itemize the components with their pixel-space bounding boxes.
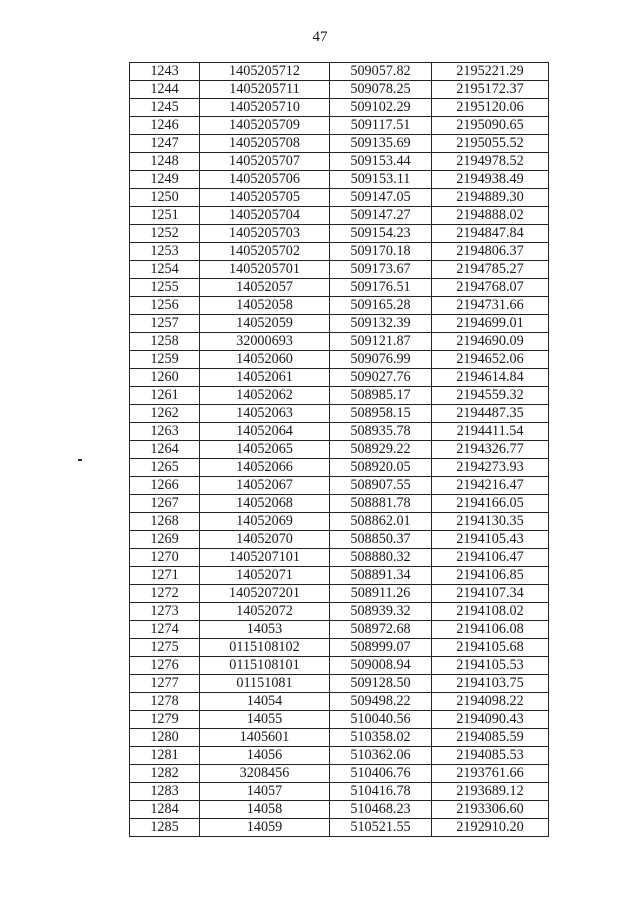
x-coordinate-cell: 510358.02 xyxy=(330,729,432,747)
table-row xyxy=(130,351,549,369)
point-code-cell: 14052059 xyxy=(200,315,330,333)
x-coordinate-cell: 508850.37 xyxy=(330,531,432,549)
point-code-cell: 14052066 xyxy=(200,459,330,477)
table-row xyxy=(130,639,549,657)
table-body xyxy=(130,63,549,837)
y-coordinate-cell: 2194166.05 xyxy=(432,495,549,513)
point-number-cell: 1277 xyxy=(130,675,200,693)
table-row xyxy=(130,459,549,477)
x-coordinate-cell: 509121.87 xyxy=(330,333,432,351)
point-number-cell: 1284 xyxy=(130,801,200,819)
x-coordinate-cell: 508911.26 xyxy=(330,585,432,603)
point-code-cell: 0115108101 xyxy=(200,657,330,675)
y-coordinate-cell: 2194806.37 xyxy=(432,243,549,261)
point-code-cell: 01151081 xyxy=(200,675,330,693)
table-row xyxy=(130,117,549,135)
point-code-cell: 14052058 xyxy=(200,297,330,315)
point-number-cell: 1280 xyxy=(130,729,200,747)
point-number-cell: 1273 xyxy=(130,603,200,621)
point-number-cell: 1262 xyxy=(130,405,200,423)
point-number-cell: 1259 xyxy=(130,351,200,369)
table-row xyxy=(130,747,549,765)
table-row xyxy=(130,765,549,783)
y-coordinate-cell: 2194098.22 xyxy=(432,693,549,711)
x-coordinate-cell: 508907.55 xyxy=(330,477,432,495)
point-code-cell: 1405205709 xyxy=(200,117,330,135)
point-number-cell: 1246 xyxy=(130,117,200,135)
y-coordinate-cell: 2195221.29 xyxy=(432,63,549,81)
y-coordinate-cell: 2194785.27 xyxy=(432,261,549,279)
page-number: 47 xyxy=(312,29,328,45)
table-row xyxy=(130,531,549,549)
x-coordinate-cell: 510406.76 xyxy=(330,765,432,783)
point-number-cell: 1255 xyxy=(130,279,200,297)
table-row xyxy=(130,441,549,459)
point-code-cell: 1405205703 xyxy=(200,225,330,243)
table-row xyxy=(130,333,549,351)
y-coordinate-cell: 2194938.49 xyxy=(432,171,549,189)
y-coordinate-cell: 2194731.66 xyxy=(432,297,549,315)
point-code-cell: 14052068 xyxy=(200,495,330,513)
x-coordinate-cell: 509078.25 xyxy=(330,81,432,99)
y-coordinate-cell: 2195090.65 xyxy=(432,117,549,135)
point-code-cell: 1405205706 xyxy=(200,171,330,189)
point-code-cell: 14052069 xyxy=(200,513,330,531)
point-code-cell: 14059 xyxy=(200,819,330,837)
point-number-cell: 1258 xyxy=(130,333,200,351)
table-row xyxy=(130,585,549,603)
point-code-cell: 1405205711 xyxy=(200,81,330,99)
point-code-cell: 1405207201 xyxy=(200,585,330,603)
table-row xyxy=(130,81,549,99)
point-code-cell: 14052060 xyxy=(200,351,330,369)
point-number-cell: 1260 xyxy=(130,369,200,387)
y-coordinate-cell: 2194106.85 xyxy=(432,567,549,585)
y-coordinate-cell: 2193306.60 xyxy=(432,801,549,819)
x-coordinate-cell: 509147.27 xyxy=(330,207,432,225)
x-coordinate-cell: 510468.23 xyxy=(330,801,432,819)
point-number-cell: 1270 xyxy=(130,549,200,567)
y-coordinate-cell: 2192910.20 xyxy=(432,819,549,837)
y-coordinate-cell: 2194103.75 xyxy=(432,675,549,693)
point-number-cell: 1271 xyxy=(130,567,200,585)
point-code-cell: 14052061 xyxy=(200,369,330,387)
y-coordinate-cell: 2195055.52 xyxy=(432,135,549,153)
table-row xyxy=(130,729,549,747)
y-coordinate-cell: 2195120.06 xyxy=(432,99,549,117)
table-row xyxy=(130,477,549,495)
point-number-cell: 1278 xyxy=(130,693,200,711)
x-coordinate-cell: 508920.05 xyxy=(330,459,432,477)
y-coordinate-cell: 2194652.06 xyxy=(432,351,549,369)
point-number-cell: 1274 xyxy=(130,621,200,639)
point-number-cell: 1253 xyxy=(130,243,200,261)
table-row xyxy=(130,801,549,819)
x-coordinate-cell: 509117.51 xyxy=(330,117,432,135)
table-row xyxy=(130,63,549,81)
table-row xyxy=(130,513,549,531)
y-coordinate-cell: 2194108.02 xyxy=(432,603,549,621)
table-row xyxy=(130,315,549,333)
y-coordinate-cell: 2193689.12 xyxy=(432,783,549,801)
y-coordinate-cell: 2194106.08 xyxy=(432,621,549,639)
point-code-cell: 0115108102 xyxy=(200,639,330,657)
table-row xyxy=(130,225,549,243)
y-coordinate-cell: 2194768.07 xyxy=(432,279,549,297)
point-number-cell: 1247 xyxy=(130,135,200,153)
x-coordinate-cell: 509153.11 xyxy=(330,171,432,189)
y-coordinate-cell: 2194105.53 xyxy=(432,657,549,675)
point-code-cell: 1405207101 xyxy=(200,549,330,567)
y-coordinate-cell: 2193761.66 xyxy=(432,765,549,783)
point-code-cell: 1405205702 xyxy=(200,243,330,261)
table-row xyxy=(130,369,549,387)
x-coordinate-cell: 509027.76 xyxy=(330,369,432,387)
y-coordinate-cell: 2194559.32 xyxy=(432,387,549,405)
point-code-cell: 14052062 xyxy=(200,387,330,405)
y-coordinate-cell: 2194106.47 xyxy=(432,549,549,567)
y-coordinate-cell: 2195172.37 xyxy=(432,81,549,99)
table-row xyxy=(130,495,549,513)
point-number-cell: 1268 xyxy=(130,513,200,531)
point-code-cell: 14052071 xyxy=(200,567,330,585)
point-number-cell: 1248 xyxy=(130,153,200,171)
y-coordinate-cell: 2194107.34 xyxy=(432,585,549,603)
point-number-cell: 1263 xyxy=(130,423,200,441)
table-row xyxy=(130,567,549,585)
x-coordinate-cell: 510362.06 xyxy=(330,747,432,765)
point-number-cell: 1244 xyxy=(130,81,200,99)
point-number-cell: 1254 xyxy=(130,261,200,279)
point-code-cell: 14054 xyxy=(200,693,330,711)
point-number-cell: 1276 xyxy=(130,657,200,675)
point-number-cell: 1252 xyxy=(130,225,200,243)
point-number-cell: 1281 xyxy=(130,747,200,765)
y-coordinate-cell: 2194614.84 xyxy=(432,369,549,387)
y-coordinate-cell: 2194085.53 xyxy=(432,747,549,765)
point-number-cell: 1245 xyxy=(130,99,200,117)
x-coordinate-cell: 509076.99 xyxy=(330,351,432,369)
x-coordinate-cell: 508958.15 xyxy=(330,405,432,423)
point-number-cell: 1256 xyxy=(130,297,200,315)
table-row xyxy=(130,657,549,675)
table-row xyxy=(130,711,549,729)
table-row xyxy=(130,603,549,621)
point-code-cell: 14053 xyxy=(200,621,330,639)
x-coordinate-cell: 510521.55 xyxy=(330,819,432,837)
point-code-cell: 1405205704 xyxy=(200,207,330,225)
x-coordinate-cell: 508929.22 xyxy=(330,441,432,459)
point-code-cell: 14052057 xyxy=(200,279,330,297)
y-coordinate-cell: 2194130.35 xyxy=(432,513,549,531)
y-coordinate-cell: 2194487.35 xyxy=(432,405,549,423)
table-row xyxy=(130,621,549,639)
point-number-cell: 1283 xyxy=(130,783,200,801)
point-code-cell: 32000693 xyxy=(200,333,330,351)
point-code-cell: 14057 xyxy=(200,783,330,801)
table-row xyxy=(130,189,549,207)
point-code-cell: 1405205705 xyxy=(200,189,330,207)
table-row xyxy=(130,99,549,117)
point-code-cell: 14052070 xyxy=(200,531,330,549)
x-coordinate-cell: 509102.29 xyxy=(330,99,432,117)
table-row xyxy=(130,405,549,423)
point-number-cell: 1261 xyxy=(130,387,200,405)
x-coordinate-cell: 510040.56 xyxy=(330,711,432,729)
x-coordinate-cell: 508985.17 xyxy=(330,387,432,405)
point-code-cell: 14055 xyxy=(200,711,330,729)
stray-mark xyxy=(78,459,82,461)
x-coordinate-cell: 508935.78 xyxy=(330,423,432,441)
point-code-cell: 14052067 xyxy=(200,477,330,495)
table-row xyxy=(130,693,549,711)
x-coordinate-cell: 508881.78 xyxy=(330,495,432,513)
x-coordinate-cell: 509135.69 xyxy=(330,135,432,153)
x-coordinate-cell: 509153.44 xyxy=(330,153,432,171)
table-row xyxy=(130,549,549,567)
point-number-cell: 1257 xyxy=(130,315,200,333)
x-coordinate-cell: 509128.50 xyxy=(330,675,432,693)
y-coordinate-cell: 2194085.59 xyxy=(432,729,549,747)
table-row xyxy=(130,819,549,837)
table-row xyxy=(130,297,549,315)
table-row xyxy=(130,279,549,297)
x-coordinate-cell: 508939.32 xyxy=(330,603,432,621)
x-coordinate-cell: 509176.51 xyxy=(330,279,432,297)
y-coordinate-cell: 2194326.77 xyxy=(432,441,549,459)
point-code-cell: 14052065 xyxy=(200,441,330,459)
point-number-cell: 1267 xyxy=(130,495,200,513)
point-number-cell: 1285 xyxy=(130,819,200,837)
x-coordinate-cell: 508999.07 xyxy=(330,639,432,657)
point-number-cell: 1272 xyxy=(130,585,200,603)
table-row xyxy=(130,423,549,441)
point-number-cell: 1282 xyxy=(130,765,200,783)
table-row xyxy=(130,783,549,801)
point-number-cell: 1279 xyxy=(130,711,200,729)
y-coordinate-cell: 2194105.43 xyxy=(432,531,549,549)
y-coordinate-cell: 2194411.54 xyxy=(432,423,549,441)
y-coordinate-cell: 2194690.09 xyxy=(432,333,549,351)
y-coordinate-cell: 2194889.30 xyxy=(432,189,549,207)
point-number-cell: 1250 xyxy=(130,189,200,207)
point-code-cell: 14052063 xyxy=(200,405,330,423)
x-coordinate-cell: 509147.05 xyxy=(330,189,432,207)
point-code-cell: 14058 xyxy=(200,801,330,819)
table-row xyxy=(130,243,549,261)
table-row xyxy=(130,675,549,693)
table-row xyxy=(130,153,549,171)
point-code-cell: 14056 xyxy=(200,747,330,765)
x-coordinate-cell: 509008.94 xyxy=(330,657,432,675)
x-coordinate-cell: 510416.78 xyxy=(330,783,432,801)
table-row xyxy=(130,261,549,279)
coordinates-table xyxy=(129,62,549,837)
point-number-cell: 1269 xyxy=(130,531,200,549)
y-coordinate-cell: 2194847.84 xyxy=(432,225,549,243)
point-code-cell: 14052072 xyxy=(200,603,330,621)
table-row xyxy=(130,207,549,225)
point-number-cell: 1265 xyxy=(130,459,200,477)
point-code-cell: 1405205710 xyxy=(200,99,330,117)
x-coordinate-cell: 508880.32 xyxy=(330,549,432,567)
x-coordinate-cell: 508891.34 xyxy=(330,567,432,585)
x-coordinate-cell: 508972.68 xyxy=(330,621,432,639)
point-code-cell: 14052064 xyxy=(200,423,330,441)
point-number-cell: 1275 xyxy=(130,639,200,657)
x-coordinate-cell: 509498.22 xyxy=(330,693,432,711)
table-row xyxy=(130,135,549,153)
point-code-cell: 1405205701 xyxy=(200,261,330,279)
point-code-cell: 3208456 xyxy=(200,765,330,783)
point-code-cell: 1405205708 xyxy=(200,135,330,153)
point-number-cell: 1251 xyxy=(130,207,200,225)
point-number-cell: 1266 xyxy=(130,477,200,495)
y-coordinate-cell: 2194699.01 xyxy=(432,315,549,333)
x-coordinate-cell: 509165.28 xyxy=(330,297,432,315)
x-coordinate-cell: 509132.39 xyxy=(330,315,432,333)
point-code-cell: 1405205712 xyxy=(200,63,330,81)
point-number-cell: 1264 xyxy=(130,441,200,459)
y-coordinate-cell: 2194216.47 xyxy=(432,477,549,495)
point-number-cell: 1243 xyxy=(130,63,200,81)
y-coordinate-cell: 2194273.93 xyxy=(432,459,549,477)
table-row xyxy=(130,171,549,189)
y-coordinate-cell: 2194105.68 xyxy=(432,639,549,657)
x-coordinate-cell: 508862.01 xyxy=(330,513,432,531)
x-coordinate-cell: 509154.23 xyxy=(330,225,432,243)
point-number-cell: 1249 xyxy=(130,171,200,189)
x-coordinate-cell: 509170.18 xyxy=(330,243,432,261)
y-coordinate-cell: 2194888.02 xyxy=(432,207,549,225)
table-row xyxy=(130,387,549,405)
x-coordinate-cell: 509057.82 xyxy=(330,63,432,81)
y-coordinate-cell: 2194090.43 xyxy=(432,711,549,729)
x-coordinate-cell: 509173.67 xyxy=(330,261,432,279)
point-code-cell: 1405601 xyxy=(200,729,330,747)
y-coordinate-cell: 2194978.52 xyxy=(432,153,549,171)
point-code-cell: 1405205707 xyxy=(200,153,330,171)
